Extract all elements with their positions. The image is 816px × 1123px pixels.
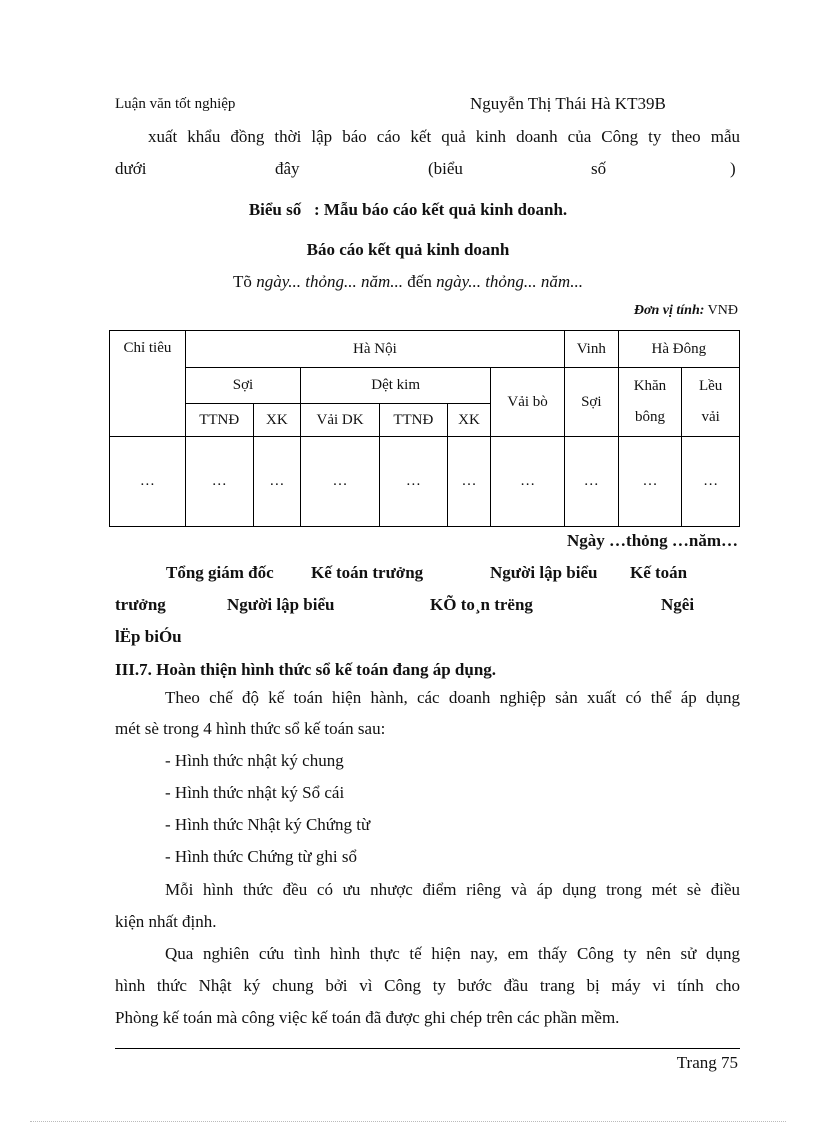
cell-dots: … [379, 437, 447, 527]
bullet-item: - Hình thức Chứng từ ghi sổ [165, 847, 357, 866]
cell-dots: … [491, 437, 565, 527]
bong-label: bông [634, 409, 665, 425]
vai-label: vải [701, 409, 720, 425]
sig-garbled-3: lËp biÓu [115, 627, 182, 646]
sub-vai-dk: Vải DK [301, 404, 380, 437]
period-to-value: ngày... thỏng... năm... [436, 272, 583, 291]
khan-label: Khăn [633, 378, 667, 394]
col-chi-tieu: Chỉ tiêu [110, 331, 186, 437]
col-det-kim: Dệt kim [301, 368, 491, 404]
period-from-value: ngày... thỏng... năm... [256, 272, 404, 291]
col-ha-noi: Hà Nội [185, 331, 564, 368]
sig-truong: trưởng [115, 595, 166, 614]
intro-word-so: số [591, 159, 607, 178]
header-left: Luận văn tốt nghiệp [115, 96, 236, 112]
bullet-item: - Hình thức nhật ký chung [165, 751, 344, 770]
cell-dots: … [301, 437, 380, 527]
cell-dots: … [682, 437, 740, 527]
unit-value: VNĐ [707, 303, 738, 318]
report-table [109, 330, 740, 527]
para1-line1: Theo chế độ kế toán hiện hành, các doanh nghiệp sản xuất có thể áp dụng [165, 688, 740, 707]
section-heading: III.7. Hoàn thiện hình thức sổ kế toán đang áp dụng. [115, 660, 497, 679]
header-right: Nguyễn Thị Thái Hà KT39B [470, 94, 666, 113]
sig-garbled-2: Ngêi [661, 595, 695, 614]
sig-nguoi-lap-bieu-2: Người lập biểu [227, 595, 335, 614]
cell-dots: … [110, 437, 186, 527]
sig-ke-toan-truong: Kế toán trưởng [311, 563, 424, 582]
para3-line3: Phòng kế toán mà công việc kế toán đã được ghi chép trên các phần mềm. [115, 1008, 620, 1027]
para3-line1: Qua nghiên cứu tình hình thực tế hiện nay, em thấy Công ty nên sử dụng [165, 944, 740, 963]
col-ha-dong: Hà Đông [618, 331, 739, 368]
intro-word-duoi: dưới [115, 159, 147, 178]
para1-line2: mét sè trong 4 hình thức sổ kế toán sau: [115, 719, 386, 738]
col-soi: Sợi [185, 368, 300, 404]
sig-garbled-1: KÕ to¸n trëng [430, 595, 533, 614]
template-title: Biểu số : Mẫu báo cáo kết quả kinh doanh. [248, 200, 568, 219]
sub-ttnd-1: TTNĐ [185, 404, 253, 437]
intro-word-paren: ) [730, 159, 736, 178]
intro-word-bieu: (biểu [428, 159, 463, 178]
sig-tong-giam-doc: Tổng giám đốc [166, 563, 274, 582]
leu-label: Lều [698, 378, 723, 394]
col-leu-vai [682, 368, 740, 437]
cell-dots: … [565, 437, 619, 527]
cell-dots: … [447, 437, 490, 527]
cell-dots: … [253, 437, 301, 527]
period-from-label: Tõ [233, 272, 252, 291]
intro-line1: xuất khẩu đồng thời lập báo cáo kết quả kinh doanh của Công ty theo mẫu [148, 127, 740, 146]
sub-xk-2: XK [447, 404, 490, 437]
unit-line [634, 303, 738, 319]
col-khan-bong [618, 368, 682, 437]
report-title: Báo cáo kết quả kinh doanh [306, 240, 510, 259]
footer-rule [115, 1048, 740, 1049]
period-to-label: đến [407, 272, 432, 291]
col-soi-vinh: Sợi [565, 368, 619, 437]
para2-line2: kiện nhất định. [115, 912, 217, 931]
sub-xk-1: XK [253, 404, 301, 437]
col-vinh: Vinh [565, 331, 619, 368]
cell-dots: … [618, 437, 682, 527]
page-edge [30, 1121, 786, 1122]
page-number: Trang 75 [676, 1053, 738, 1072]
col-vai-bo: Vải bò [491, 368, 565, 437]
cell-dots: … [185, 437, 253, 527]
sig-nguoi-lap-bieu: Người lập biểu [490, 563, 598, 582]
bullet-item: - Hình thức Nhật ký Chứng từ [165, 815, 371, 834]
unit-label: Đơn vị tính: [633, 303, 705, 318]
report-period [0, 272, 816, 292]
bullet-item: - Hình thức nhật ký Sổ cái [165, 783, 345, 802]
para3-line2: hình thức Nhật ký chung bởi vì Công ty bước đầu trang bị máy vi tính cho [115, 976, 740, 995]
intro-word-day: đây [275, 159, 300, 178]
para2-line1: Mỗi hình thức đều có ưu nhược điểm riêng và áp dụng trong mét sè điều [165, 880, 740, 899]
date-line: Ngày …thỏng …năm… [567, 531, 738, 550]
sub-ttnd-2: TTNĐ [379, 404, 447, 437]
sig-ke-toan: Kế toán [630, 563, 688, 582]
